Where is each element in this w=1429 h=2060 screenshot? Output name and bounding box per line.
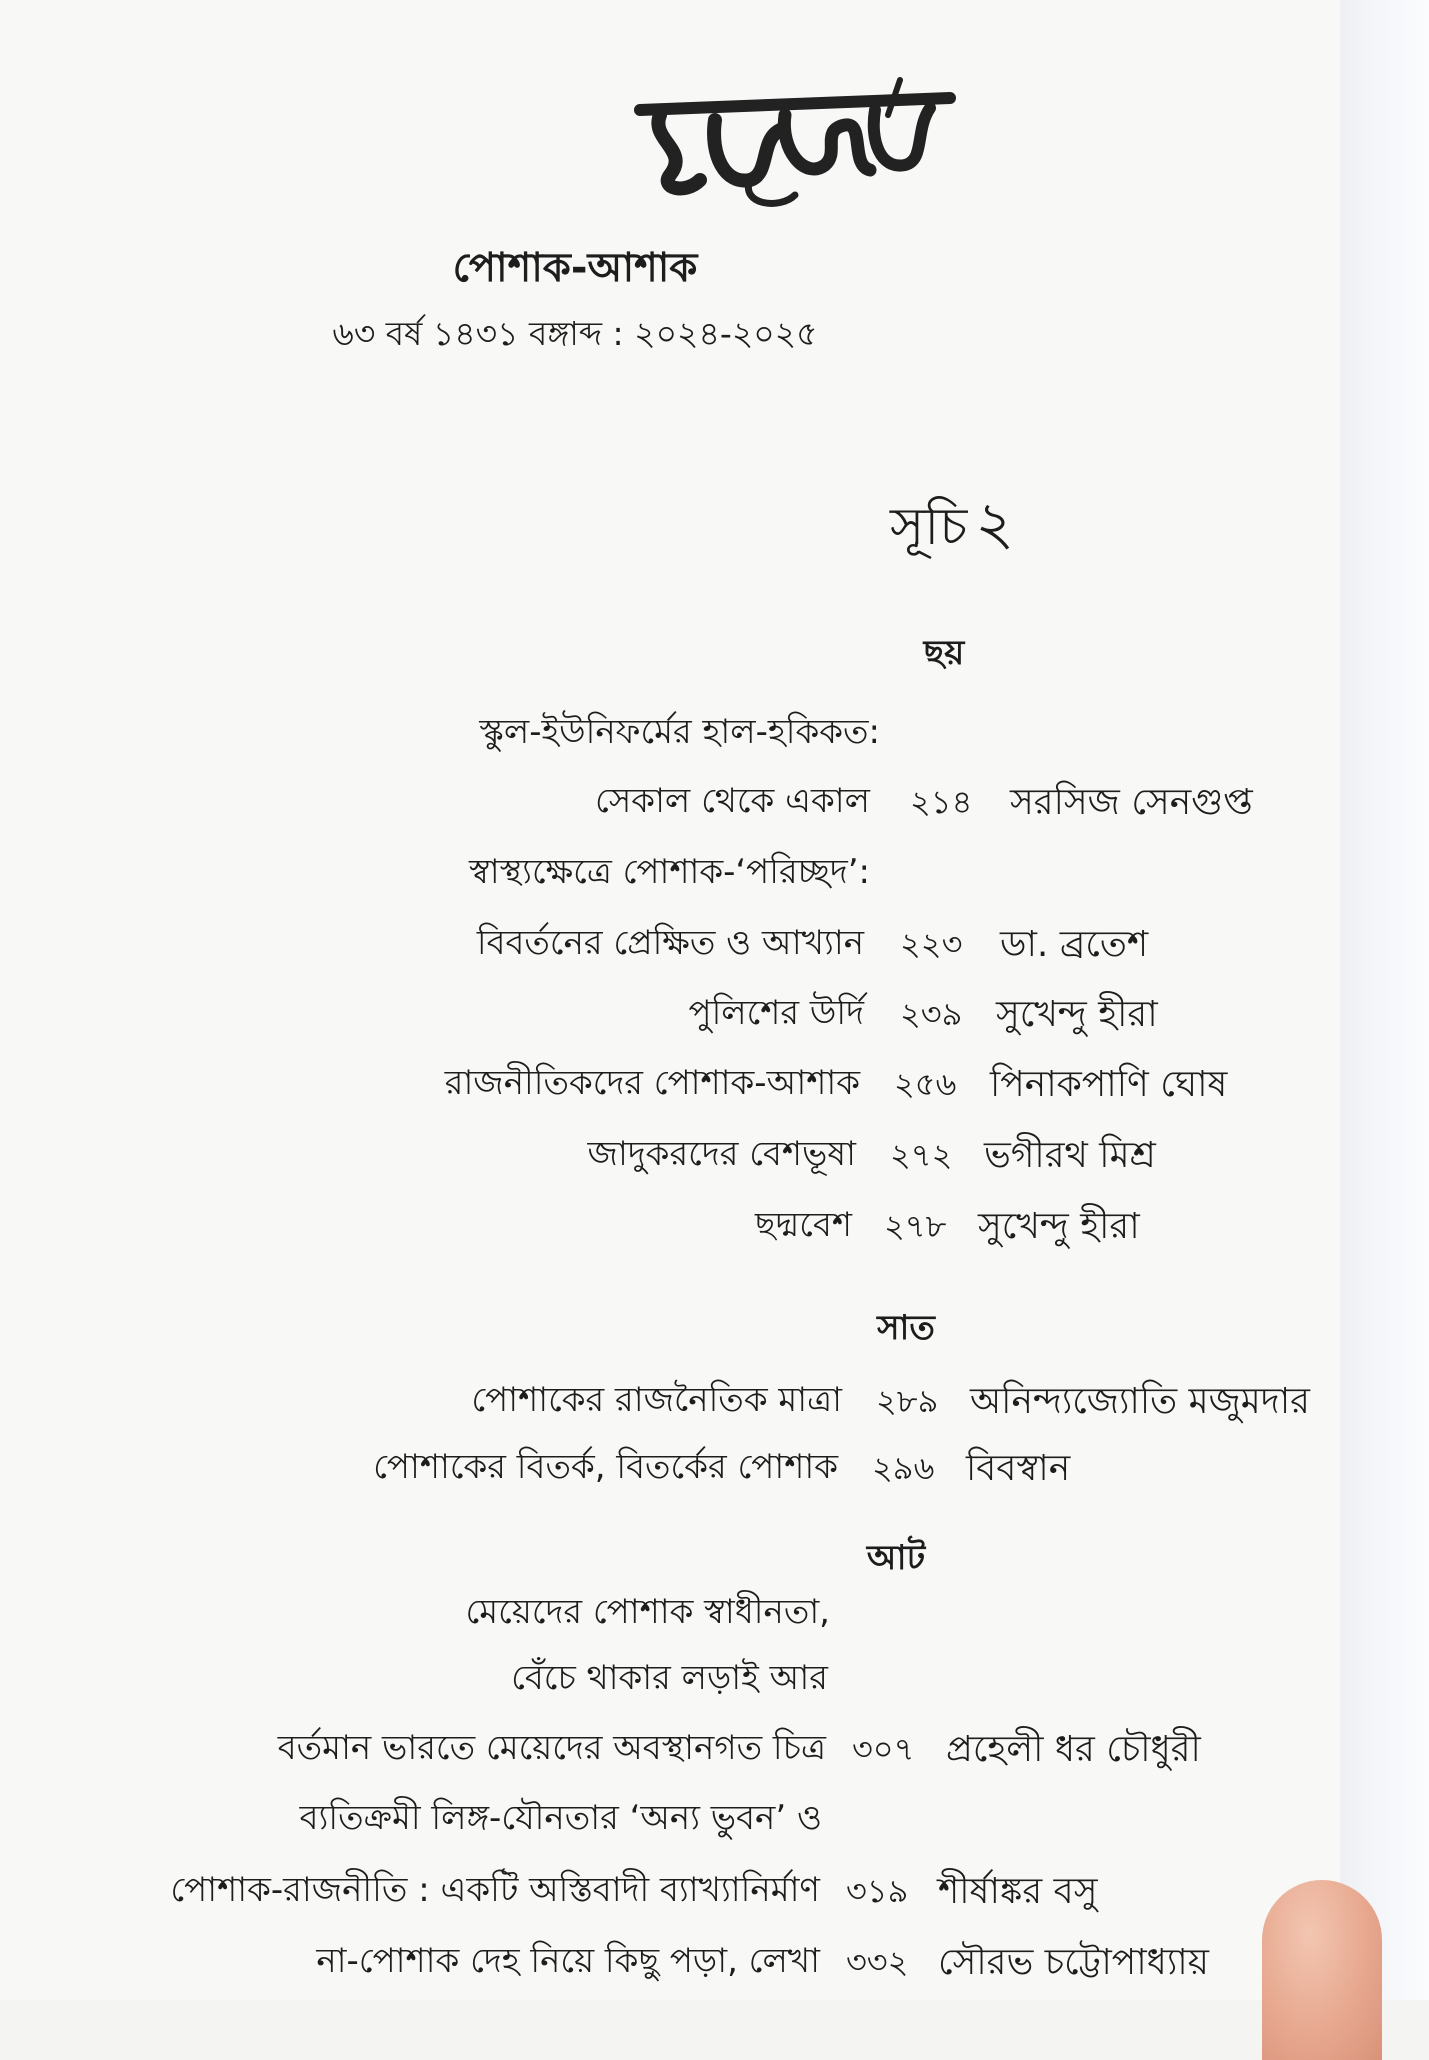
- toc-author: বিবস্বান: [966, 1448, 1071, 1489]
- finger-thumb: [1262, 1880, 1382, 2060]
- toc-title: সেকাল থেকে একাল: [595, 781, 870, 821]
- toc-entry: [0, 846, 1340, 898]
- toc-entry: [0, 1586, 1340, 1638]
- toc-author: শীর্ষাঙ্কর বসু: [938, 1871, 1098, 1912]
- contents-label: সূচি: [890, 497, 968, 557]
- toc-author: অনিন্দ্যজ্যোতি মজুমদার: [970, 1381, 1310, 1422]
- toc-page: ২৭২: [890, 1136, 953, 1174]
- toc-entry: [0, 1652, 1340, 1704]
- issue-line: ৬৩ বর্ষ ১৪৩১ বঙ্গাব্দ : ২০২৪-২০২৫: [332, 314, 818, 353]
- toc-author: সুখেন্দু হীরা: [996, 994, 1158, 1035]
- toc-entry[interactable]: [0, 917, 1340, 969]
- toc-entry[interactable]: [0, 1441, 1340, 1493]
- toc-entry: [0, 1792, 1340, 1844]
- toc-title: ছদ্মবেশ: [754, 1205, 852, 1245]
- toc-title: পোশাকের রাজনৈতিক মাত্রা: [471, 1380, 842, 1420]
- contents-heading: [890, 478, 1014, 578]
- toc-title: ব্যতিক্রমী লিঙ্গ-যৌনতার ‘অন্য ভুবন’ ও: [299, 1798, 822, 1838]
- toc-title: স্কুল-ইউনিফর্মের হাল-হকিকত:: [479, 712, 880, 752]
- toc-title: স্বাস্থ্যক্ষেত্রে পোশাক-‘পরিচ্ছদ’:: [469, 852, 870, 892]
- magazine-logo: [630, 70, 970, 220]
- toc-page: ২৮৯: [876, 1382, 939, 1420]
- toc-page: ২২৩: [900, 925, 963, 963]
- toc-author: সরসিজ সেনগুপ্ত: [1010, 782, 1253, 823]
- toc-title: জাদুকরদের বেশভূষা: [587, 1134, 856, 1174]
- toc-page: ৩০৭: [852, 1730, 915, 1768]
- toc-title: রাজনীতিকদের পোশাক-আশাক: [444, 1063, 860, 1103]
- toc-author: ভগীরথ মিশ্র: [984, 1135, 1156, 1176]
- toc-author: ডা. ব্রতেশ: [1000, 924, 1149, 965]
- toc-title: বিবর্তনের প্রেক্ষিত ও আখ্যান: [476, 923, 864, 963]
- toc-page: ২৩৯: [900, 995, 963, 1033]
- toc-title: বেঁচে থাকার লড়াই আর: [511, 1658, 828, 1698]
- toc-entry[interactable]: [0, 775, 1340, 827]
- toc-entry[interactable]: [0, 987, 1340, 1039]
- issue-theme: পোশাক-আশাক: [452, 245, 698, 291]
- toc-title: মেয়েদের পোশাক স্বাধীনতা,: [465, 1592, 830, 1632]
- toc-author: প্রহেলী ধর চৌধুরী: [946, 1729, 1201, 1770]
- toc-author: পিনাকপাণি ঘোষ: [990, 1064, 1228, 1105]
- section-heading: সাত: [877, 1308, 935, 1348]
- toc-author: সৌরভ চট্টোপাধ্যায়: [938, 1942, 1209, 1983]
- toc-title: না-পোশাক দেহ নিয়ে কিছু পড়া, লেখা: [316, 1941, 820, 1981]
- toc-page: ২৭৮: [884, 1207, 947, 1245]
- toc-title: পুলিশের উর্দি: [688, 993, 864, 1033]
- toc-author: সুখেন্দু হীরা: [978, 1206, 1140, 1247]
- page-edge-background: [1340, 0, 1429, 2000]
- toc-entry[interactable]: [0, 1864, 1340, 1916]
- section-heading: ছয়: [923, 633, 965, 673]
- toc-title: বর্তমান ভারতে মেয়েদের অবস্থানগত চিত্র: [277, 1728, 826, 1768]
- toc-page: ৩১৯: [846, 1872, 909, 1910]
- toc-entry[interactable]: [0, 1374, 1340, 1426]
- toc-entry[interactable]: [0, 1199, 1340, 1251]
- toc-page: ৩৩২: [846, 1943, 909, 1981]
- toc-title: পোশাকের বিতর্ক, বিতর্কের পোশাক: [373, 1447, 838, 1487]
- section-heading: আট: [866, 1538, 926, 1578]
- toc-entry[interactable]: [0, 1128, 1340, 1180]
- contents-number: ২: [975, 489, 1015, 559]
- toc-page: ২৫৬: [894, 1065, 957, 1103]
- toc-entry[interactable]: [0, 1722, 1340, 1774]
- toc-page: ২৯৬: [872, 1449, 935, 1487]
- toc-entry[interactable]: [0, 1935, 1340, 1987]
- toc-entry[interactable]: [0, 1057, 1340, 1109]
- toc-page: ২১৪: [910, 783, 973, 821]
- toc-entry: [0, 706, 1340, 758]
- toc-title: পোশাক-রাজনীতি : একটি অস্তিবাদী ব্যাখ্যানির্মাণ: [170, 1870, 820, 1910]
